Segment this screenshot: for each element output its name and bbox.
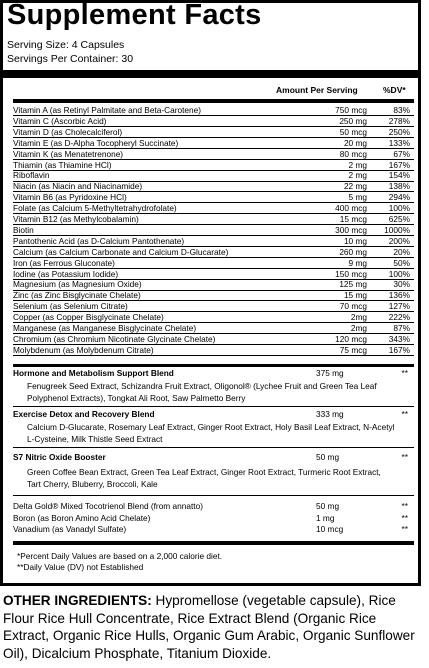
- nutrient-amount: 750 mcg: [335, 105, 367, 115]
- nutrient-amount: 2 mg: [348, 170, 367, 181]
- nutrient-amount: 80 mcg: [339, 148, 367, 159]
- other-name: Delta Gold® Mixed Tocotrienol Blend (from annatto): [13, 501, 203, 511]
- blend-ingredients: Fenugreek Seed Extract, Schizandra Fruit Extract, Oligonol® (Lychee Fruit and Green Tea Leaf Polyphenol Extracts), Tongkat Ali Root, Saw Palmetto Berry: [27, 381, 377, 403]
- nutrient-name: Iodine (as Potassium Iodide): [13, 268, 119, 279]
- nutrient-name: Vitamin B12 (as Methylcobalamin): [13, 214, 139, 224]
- nutrient-name: Molybdenum (as Molybdenum Citrate): [13, 344, 154, 355]
- nutrient-row: [13, 269, 414, 280]
- other-name: Boron (as Boron Amino Acid Chelate): [13, 513, 151, 523]
- nutrient-amount: 10 mg: [343, 235, 367, 246]
- nutrient-row: [13, 149, 414, 160]
- nutrient-dv: 127%: [388, 301, 410, 312]
- nutrient-name: Niacin (as Niacin and Niacinamide): [13, 181, 143, 192]
- nutrient-row: [13, 312, 414, 323]
- nutrient-amount: 20 mg: [343, 137, 367, 148]
- nutrient-dv: 20%: [393, 246, 410, 257]
- nutrient-amount: 75 mcg: [339, 344, 367, 355]
- nutrient-dv: 1000%: [384, 224, 410, 235]
- blend-amount: 375 mg: [316, 368, 344, 378]
- blend-dv: **: [401, 409, 408, 419]
- other-amount: 1 mg: [316, 513, 335, 523]
- blend-nitric-oxide: [13, 452, 414, 492]
- nutrient-name: Riboflavin: [13, 170, 50, 181]
- na-footnote: **Daily Value (DV) not Established: [17, 562, 144, 572]
- nutrient-name: Vitamin E (as D-Alpha Tocopheryl Succinate): [13, 137, 179, 148]
- nutrient-row: [13, 290, 414, 301]
- nutrient-dv: 136%: [388, 290, 410, 301]
- nutrient-amount: 15 mcg: [339, 214, 367, 224]
- blend-dv: **: [401, 452, 408, 462]
- other-amount: 50 mg: [316, 501, 340, 511]
- nutrient-name: Iron (as Ferrous Gluconate): [13, 257, 115, 268]
- other-amount: 10 mcg: [316, 524, 344, 534]
- nutrient-row: [13, 258, 414, 269]
- nutrient-row: [13, 214, 414, 225]
- nutrient-dv: 200%: [388, 235, 410, 246]
- blend-amount: 333 mg: [316, 409, 344, 419]
- nutrient-row: [13, 334, 414, 345]
- amount-header: Amount Per Serving: [276, 85, 358, 95]
- nutrient-row: [13, 203, 414, 214]
- nutrient-dv: 30%: [393, 279, 410, 290]
- nutrient-name: Calcium (as Calcium Carbonate and Calcium D-Glucarate): [13, 246, 229, 257]
- other-ingredients-text: Hypromellose (vegetable capsule), Rice Flour Rice Hull Concentrate, Rice Extract Blend (Organic Rice Extract, Organic Rice Hulls, Organic Gum Arabic, Organic Sunflower Oil), Dicalcium Phosphate, Titanium Dioxide.: [3, 593, 415, 661]
- other-row-tocotrienol: [13, 501, 414, 513]
- nutrient-dv: 100%: [388, 268, 410, 279]
- nutrient-row: [13, 225, 414, 236]
- nutrient-amount: 2mg: [350, 323, 367, 333]
- blend-ingredients: Green Coffee Bean Extract, Green Tea Leaf Extract, Ginger Root Extract, Turmeric Root Extract, Tart Cherry, Bluberry, Broccoli, Kale: [27, 467, 381, 489]
- nutrient-row: [13, 181, 414, 192]
- nutrient-dv: 167%: [388, 159, 410, 170]
- nutrient-row: [13, 105, 414, 116]
- nutrient-amount: 50 mcg: [339, 126, 367, 137]
- nutrient-row: [13, 127, 414, 138]
- nutrient-row: [13, 236, 414, 247]
- nutrient-name: Vitamin B6 (as Pyridoxine HCl): [13, 192, 127, 203]
- thick-divider: [3, 70, 418, 78]
- nutrient-amount: 70 mcg: [339, 301, 367, 312]
- header-divider: [13, 99, 414, 103]
- nutrient-amount: 15 mg: [343, 290, 367, 301]
- nutrient-amount: 250 mg: [339, 115, 367, 126]
- other-name: Vanadium (as Vanadyl Sulfate): [13, 524, 127, 534]
- nutrient-amount: 150 mcg: [335, 268, 367, 279]
- blend-name: Hormone and Metabolism Support Blend: [13, 368, 174, 378]
- servings-per-container: Servings Per Container: 30: [7, 53, 134, 65]
- divider: [13, 495, 414, 496]
- nutrient-dv: 154%: [388, 170, 410, 181]
- nutrient-dv: 343%: [388, 333, 410, 344]
- blend-hormone: [13, 368, 414, 408]
- nutrient-dv: 138%: [388, 181, 410, 192]
- nutrient-amount: 2mg: [350, 312, 367, 323]
- nutrient-dv: 250%: [388, 126, 410, 137]
- nutrient-dv: 167%: [388, 344, 410, 355]
- other-dv: **: [401, 524, 408, 534]
- serving-size: Serving Size: 4 Capsules: [7, 39, 125, 51]
- nutrient-row: [13, 279, 414, 290]
- nutrient-dv: 83%: [393, 105, 410, 115]
- nutrient-dv: 100%: [388, 203, 410, 214]
- divider: [13, 406, 414, 407]
- nutrient-amount: 300 mcg: [335, 224, 367, 235]
- panel-title: Supplement Facts: [7, 0, 262, 31]
- dv-header: %DV*: [383, 85, 406, 95]
- nutrient-name: Selenium (as Selenium Citrate): [13, 301, 128, 312]
- nutrient-dv: 87%: [393, 323, 410, 333]
- nutrient-name: Zinc (as Zinc Bisglycinate Chelate): [13, 290, 141, 301]
- dv-footnote: *Percent Daily Values are based on a 2,000 calorie diet.: [17, 551, 223, 561]
- nutrient-amount: 2 mg: [348, 159, 367, 170]
- nutrient-amount: 22 mg: [343, 181, 367, 192]
- nutrient-amount: 120 mcg: [335, 333, 367, 344]
- nutrient-amount: 400 mcg: [335, 203, 367, 214]
- nutrient-row: [13, 160, 414, 171]
- nutrient-dv: 50%: [393, 257, 410, 268]
- nutrient-name: Vitamin D (as Cholecalciferol): [13, 126, 123, 137]
- nutrient-row: [13, 247, 414, 258]
- nutrient-row: [13, 301, 414, 312]
- nutrient-name: Thiamin (as Thiamine HCl): [13, 159, 112, 170]
- nutrient-row: [13, 138, 414, 149]
- nutrient-name: Biotin: [13, 224, 34, 235]
- divider: [13, 447, 414, 448]
- nutrient-dv: 133%: [388, 137, 410, 148]
- nutrient-name: Vitamin C (Ascorbic Acid): [13, 115, 107, 126]
- other-row-vanadium: [13, 524, 414, 536]
- nutrient-amount: 5 mg: [348, 192, 367, 203]
- nutrient-name: Vitamin K (as Menatetrenone): [13, 148, 124, 159]
- nutrient-name: Vitamin A (as Retinyl Palmitate and Beta-Carotene): [13, 105, 202, 115]
- nutrient-name: Magnesium (as Magnesium Oxide): [13, 279, 142, 290]
- nutrient-name: Chromium (as Chromium Nicotinate Glycinate Chelate): [13, 333, 216, 344]
- nutrient-amount: 260 mg: [339, 246, 367, 257]
- blend-dv: **: [401, 368, 408, 378]
- blend-divider: [13, 364, 414, 367]
- other-ingredients: [3, 592, 423, 662]
- blend-amount: 50 mg: [316, 452, 340, 462]
- nutrient-row: [13, 192, 414, 203]
- other-dv: **: [401, 501, 408, 511]
- blend-exercise: [13, 409, 414, 449]
- nutrient-amount: 125 mg: [339, 279, 367, 290]
- nutrient-dv: 222%: [388, 312, 410, 323]
- nutrient-name: Folate (as Calcium 5-Methyltetrahydrofolate): [13, 203, 177, 214]
- nutrient-dv: 278%: [388, 115, 410, 126]
- footer-divider: [13, 541, 414, 545]
- nutrient-name: Pantothenic Acid (as D-Calcium Pantothenate): [13, 235, 185, 246]
- blend-ingredients: Calcium D-Glucarate, Rosemary Leaf Extract, Ginger Root Extract, Holy Basil Leaf Extract, N-Acetyl L-Cysteine, Milk Thistle Seed Extract: [27, 422, 395, 444]
- nutrient-row: [13, 116, 414, 127]
- other-ingredients-label: OTHER INGREDIENTS:: [3, 593, 152, 608]
- other-dv: **: [401, 513, 408, 523]
- nutrient-amount: 9 mg: [348, 257, 367, 268]
- blend-name: S7 Nitric Oxide Booster: [13, 452, 106, 462]
- blend-name: Exercise Detox and Recovery Blend: [13, 409, 155, 419]
- nutrient-row: [13, 345, 414, 356]
- nutrient-name: Copper (as Copper Bisglycinate Chelate): [13, 312, 164, 323]
- nutrient-row: [13, 323, 414, 334]
- nutrient-row: [13, 170, 414, 181]
- nutrient-name: Manganese (as Manganese Bisglycinate Chelate): [13, 323, 197, 333]
- nutrient-dv: 67%: [393, 148, 410, 159]
- nutrient-dv: 625%: [388, 214, 410, 224]
- nutrient-dv: 294%: [388, 192, 410, 203]
